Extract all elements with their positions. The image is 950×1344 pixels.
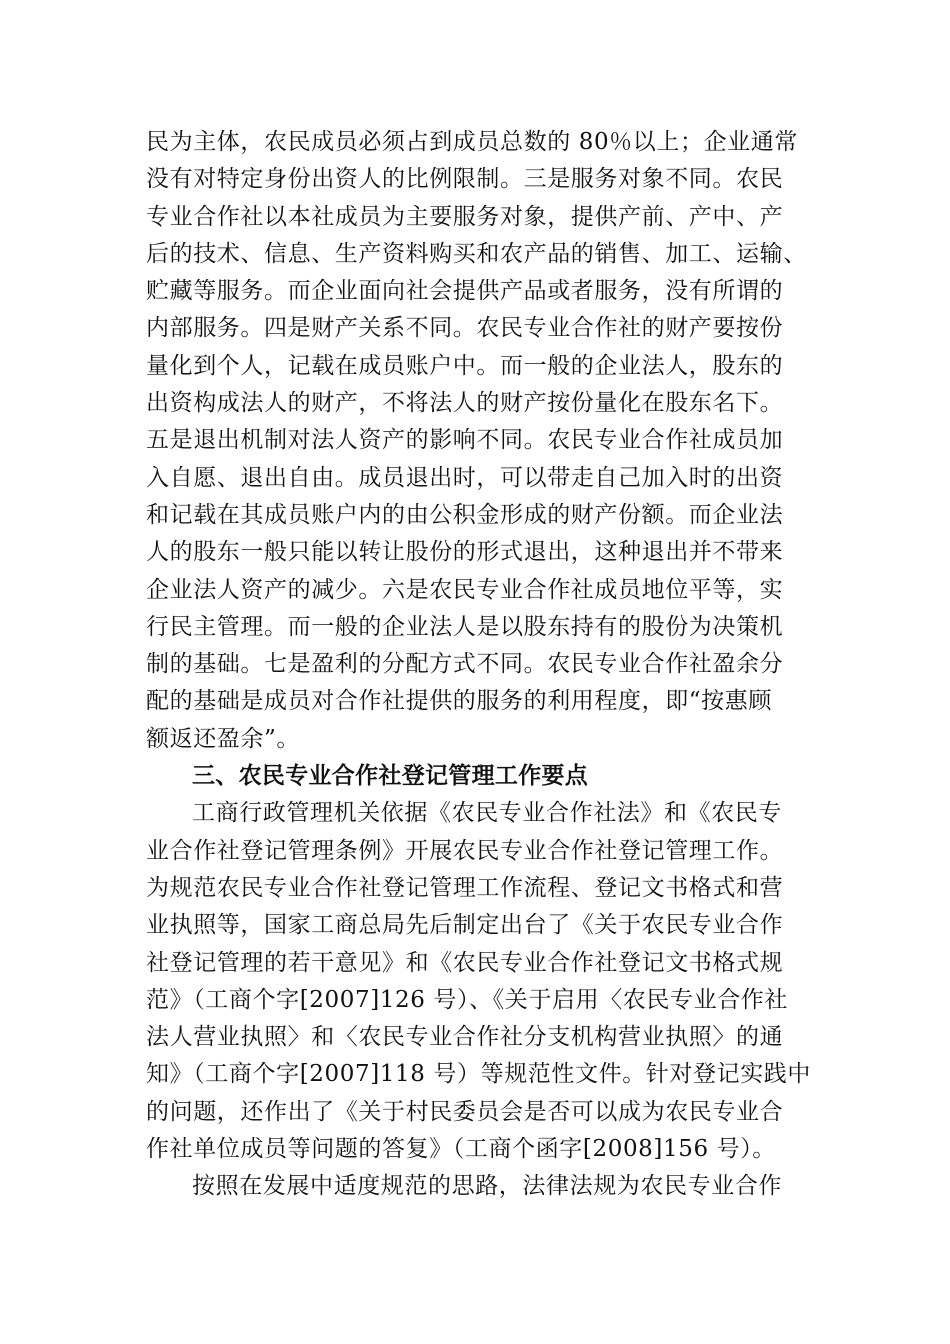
paragraph-first-line: 工商行政管理机关依据《农民专业合作社法》和《农民专: [192, 800, 782, 827]
paragraph-first-line: 按照在发展中适度规范的思路，法律法规为农民专业合作: [192, 1173, 782, 1200]
text-line: 行民主管理。而一般的企业法人是以股东持有的股份为决策机: [146, 613, 784, 640]
text-line: 量化到个人，记载在成员账户中。而一般的企业法人，股东的: [146, 352, 784, 379]
text-line: 制的基础。七是盈利的分配方式不同。农民专业合作社盈余分: [146, 651, 784, 678]
text-line: 业合作社登记管理条例》开展农民专业合作社登记管理工作。: [146, 837, 784, 864]
text-line: 企业法人资产的减少。六是农民专业合作社成员地位平等，实: [146, 576, 784, 603]
text-line: 额返还盈余”。: [146, 725, 300, 752]
text-line: 法人营业执照〉和〈农民专业合作社分支机构营业执照〉的通: [146, 1024, 784, 1051]
text-line: 业执照等，国家工商总局先后制定出台了《关于农民专业合作: [146, 912, 784, 939]
text-line: 的问题，还作出了《关于村民委员会是否可以成为农民专业合: [146, 1098, 784, 1125]
text-line: 贮藏等服务。而企业面向社会提供产品或者服务，没有所谓的: [146, 278, 784, 305]
text-line: 人的股东一般只能以转让股份的形式退出，这种退出并不带来: [146, 539, 784, 566]
text-line: 民为主体，农民成员必须占到成员总数的 80％以上；企业通常: [146, 129, 798, 155]
body-text: [146, 124, 816, 1206]
text-line: 后的技术、信息、生产资料购买和农产品的销售、加工、运输、: [146, 240, 807, 267]
text-line: 知》（工商个字[2007]118 号）等规范性文件。针对登记实践中: [146, 1061, 811, 1088]
section-heading: 三、农民专业合作社登记管理工作要点: [192, 763, 589, 790]
text-line: 社登记管理的若干意见》和《农民专业合作社登记文书格式规: [146, 949, 784, 976]
text-line: 专业合作社以本社成员为主要服务对象，提供产前、产中、产: [146, 203, 784, 230]
text-line: 内部服务。四是财产关系不同。农民专业合作社的财产要按份: [146, 315, 784, 342]
text-line: 配的基础是成员对合作社提供的服务的利用程度，即“按惠顾: [146, 688, 772, 715]
text-line: 范》（工商个字[2007]126 号）、《关于启用〈农民专业合作社: [146, 986, 788, 1013]
text-line: 没有对特定身份出资人的比例限制。三是服务对象不同。农民: [146, 166, 784, 193]
text-line: 出资构成法人的财产，不将法人的财产按份量化在股东名下。: [146, 390, 784, 417]
text-line: 为规范农民专业合作社登记管理工作流程、登记文书格式和营: [146, 874, 784, 901]
text-line: 作社单位成员等问题的答复》（工商个函字[2008]156 号）。: [146, 1136, 776, 1163]
text-line: 和记载在其成员账户内的由公积金形成的财产份额。而企业法: [146, 501, 784, 528]
text-line: 五是退出机制对法人资产的影响不同。农民专业合作社成员加: [146, 427, 784, 454]
text-line: 入自愿、退出自由。成员退出时，可以带走自己加入时的出资: [146, 464, 784, 491]
